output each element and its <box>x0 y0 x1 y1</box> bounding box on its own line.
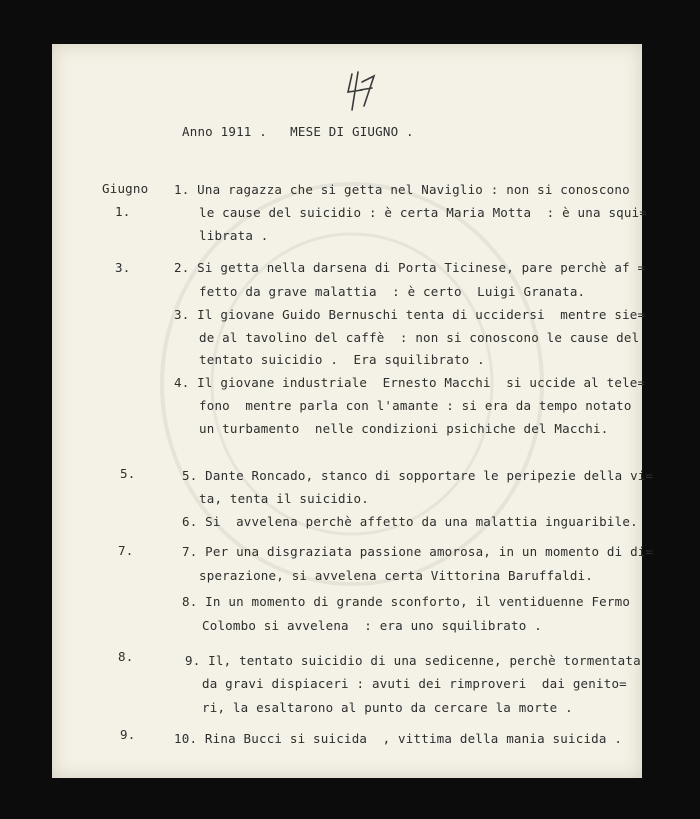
day-marker: 3. <box>115 260 131 275</box>
day-marker: 8. <box>118 649 134 664</box>
text-line: le cause del suicidio : è certa Maria Motta : è una squi= <box>199 205 648 220</box>
text-line: un turbamento nelle condizioni psichiche del Macchi. <box>199 421 609 436</box>
day-marker: 5. <box>120 466 136 481</box>
text-line: de al tavolino del caffè : non si conoscono le cause del <box>199 330 640 345</box>
text-line: da gravi dispiaceri : avuti dei rimproveri dai genito= <box>202 676 627 691</box>
text-line: fono mentre parla con l'amante : si era da tempo notato <box>199 398 632 413</box>
text-line: 4. Il giovane industriale Ernesto Macchi si uccide al tele= <box>174 375 646 390</box>
text-line: librata . <box>199 228 269 243</box>
month-label: Giugno <box>102 181 149 196</box>
text-line: 10. Rina Bucci si suicida , vittima della mania suicida . <box>174 731 623 746</box>
text-line: fetto da grave malattia : è certo Luigi Granata. <box>199 284 586 299</box>
text-line: 1. Una ragazza che si getta nel Naviglio : non si conoscono <box>174 182 630 197</box>
text-line: sperazione, si avvelena certa Vittorina Baruffaldi. <box>199 568 594 583</box>
text-line: 8. In un momento di grande sconforto, il ventiduenne Fermo <box>182 594 631 609</box>
text-line: ta, tenta il suicidio. <box>199 491 369 506</box>
page-header: Anno 1911 . MESE DI GIUGNO . <box>182 124 414 139</box>
text-line: 5. Dante Roncado, stanco di sopportare le peripezie della vi= <box>182 468 654 483</box>
text-line: 7. Per una disgraziata passione amorosa, in un momento di di= <box>182 544 654 559</box>
text-line: ri, la esaltarono al punto da cercare la morte . <box>202 700 573 715</box>
text-line: 6. Si avvelena perchè affetto da una malattia inguaribile. <box>182 514 638 529</box>
text-line: tentato suicidio . Era squilibrato . <box>199 352 485 367</box>
text-line: Colombo si avvelena : era uno squilibrato . <box>202 618 542 633</box>
text-line: 2. Si getta nella darsena di Porta Ticinese, pare perchè af = <box>174 260 646 275</box>
day-marker: 9. <box>120 727 136 742</box>
document-page <box>52 44 654 778</box>
text-line: 3. Il giovane Guido Bernuschi tenta di uccidersi mentre sie= <box>174 307 646 322</box>
day-marker: 1. <box>115 204 131 219</box>
handwritten-folio-number <box>342 66 382 116</box>
day-marker: 7. <box>118 543 134 558</box>
text-line: 9. Il, tentato suicidio di una sedicenne, perchè tormentata <box>185 653 641 668</box>
